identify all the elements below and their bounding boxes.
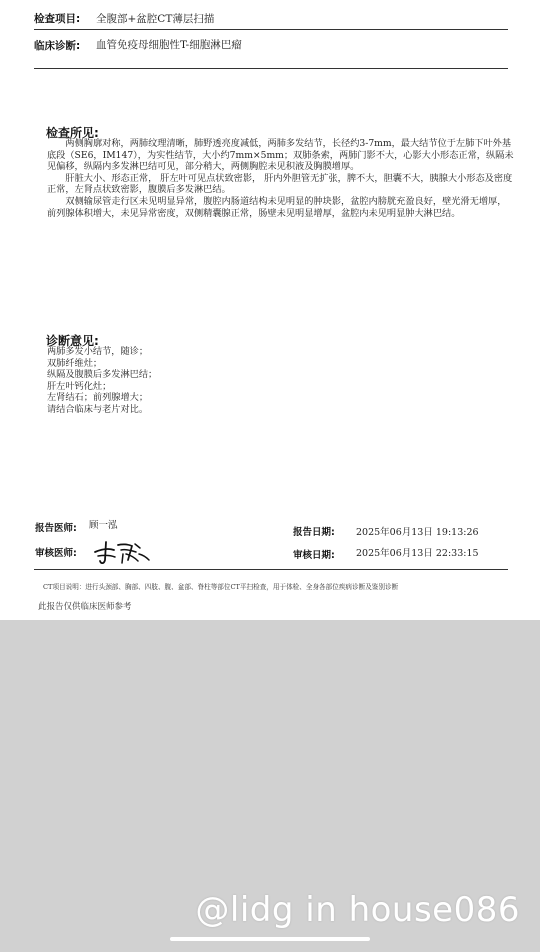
report-date-label: 报告日期: — [293, 527, 335, 538]
review-doctor-label: 审核医师: — [35, 548, 77, 559]
impression-item: 请结合临床与老片对比。 — [47, 403, 149, 415]
impression-item: 纵隔及腹膜后多发淋巴结； — [47, 369, 158, 381]
clinical-diagnosis-value: 血管免疫母细胞性T-细胞淋巴瘤 — [96, 39, 242, 51]
review-date-label: 审核日期: — [293, 550, 335, 561]
impression-item: 两肺多发小结节，随诊； — [47, 346, 149, 357]
watermark-text: @lidg in house086 — [195, 890, 520, 930]
reference-note: 此报告仅供临床医师参考 — [38, 602, 132, 612]
findings-paragraph-pelvis: 双侧输尿管走行区未见明显异常，腹腔内肠道结构未见明显的肿块影，盆腔内膀胱充盈良好，壁光滑无增厚，前列腺体积增大，未见异常密度，双侧精囊腺正常，肠壁未见明显增厚，盆腔内未见明显肿大淋巴结。 — [47, 195, 507, 219]
findings-paragraph-chest: 两侧胸廓对称，两肺纹理清晰，肺野透亮度减低，两肺多发结节，长径约3-7mm，最大结节位于左肺下叶外基底段（SE6，IM147），为实性结节，大小约7mm×5mm；双肺条索，两肺门影不大，心影大小形态正常，纵隔未见偏移，纵隔内多发淋巴结可见，部分稍大，两侧胸腔未见积液及胸膜增厚。 — [47, 138, 514, 173]
report-date-value: 2025年06月13日 19:13:26 — [356, 527, 479, 538]
report-doctor-label: 报告医师: — [35, 523, 77, 534]
findings-body — [47, 138, 515, 219]
home-indicator[interactable] — [170, 937, 370, 941]
report-doctor-name: 顾一泓 — [89, 520, 118, 531]
impression-item: 左肾结石；前列腺增大； — [47, 392, 149, 404]
impression-item: 双肺纤维灶； — [47, 357, 103, 369]
header-divider-1 — [34, 29, 508, 30]
footer-divider — [34, 569, 508, 570]
exam-item-value: 全腹部+盆腔CT薄层扫描 — [96, 13, 215, 25]
handwritten-signature-icon — [92, 536, 152, 568]
impression-list — [47, 346, 347, 416]
ct-description-note: CT项目说明：进行头颈部、胸部、四肢、腹、盆部、脊柱等部位CT平扫检查，用于体检、全身各部位疾病诊断及鉴别诊断 — [43, 583, 399, 591]
exam-item-label: 检查项目: — [34, 13, 81, 25]
findings-title: 检查所见: — [46, 126, 99, 140]
review-date-value: 2025年06月13日 22:33:15 — [356, 548, 479, 559]
header-divider-2 — [34, 68, 508, 69]
findings-paragraph-abdomen: 肝脏大小、形态正常， 肝左叶可见点状致密影， 肝内外胆管无扩张，脾不大，胆囊不大，胰腺大小形态及密度正常，左肾点状致密影，腹膜后多发淋巴结。 — [47, 172, 513, 196]
impression-item: 肝左叶钙化灶； — [47, 380, 112, 392]
impression-title: 诊断意见: — [46, 334, 99, 348]
clinical-diagnosis-label: 临床诊断: — [34, 40, 81, 52]
